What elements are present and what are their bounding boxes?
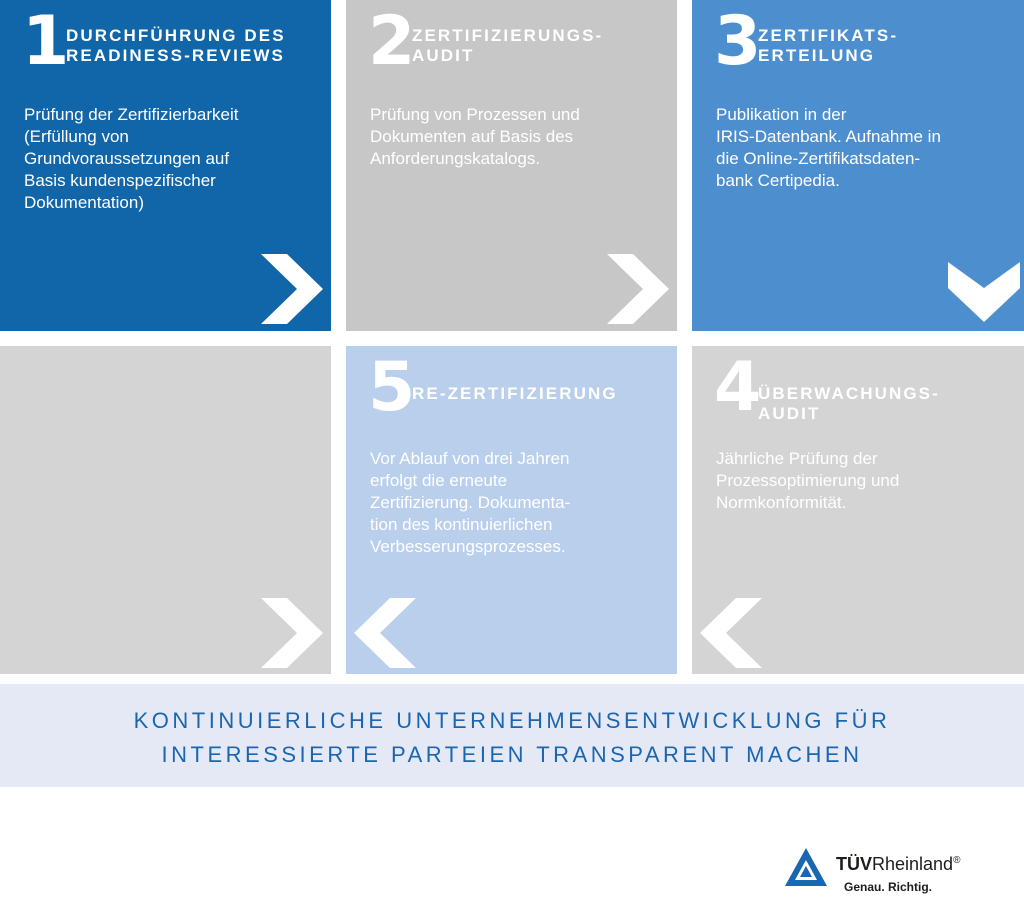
- step-1-tile: [0, 0, 331, 331]
- step-number: 1: [22, 2, 68, 81]
- chevron-right-icon: [607, 254, 669, 324]
- step-title: RE-ZERTIFIZIERUNG: [412, 384, 618, 403]
- step-3-tile: [692, 0, 1024, 331]
- step-title: ZERTIFIKATS- ERTEILUNG: [758, 26, 899, 65]
- logo-brand: TÜVRheinland®: [836, 854, 961, 874]
- chevron-right-icon: [261, 598, 323, 668]
- step-number: 5: [368, 348, 414, 427]
- step-description: Jährliche Prüfung der Prozessoptimierung und Normkonformität.: [716, 449, 900, 512]
- step-title: DURCHFÜHRUNG DES READINESS-REVIEWS: [66, 26, 286, 65]
- step-description: Prüfung von Prozessen und Dokumenten auf Basis des Anforderungskatalogs.: [370, 105, 580, 168]
- chevron-right-icon: [261, 254, 323, 324]
- logo-slogan: Genau. Richtig.: [844, 880, 933, 894]
- step-5-tile: [346, 346, 677, 674]
- step-2-tile: [346, 0, 677, 331]
- chevron-down-icon: [948, 262, 1020, 322]
- chevron-left-icon: [700, 598, 762, 668]
- tuv-rheinland-logo: [784, 846, 1020, 902]
- step-number: 2: [368, 2, 414, 81]
- banner-line-2: INTERESSIERTE PARTEIEN TRANSPARENT MACHEN: [161, 742, 863, 767]
- empty-tile: [0, 346, 331, 674]
- chevron-left-icon: [354, 598, 416, 668]
- summary-banner: [0, 684, 1024, 787]
- step-description: Prüfung der Zertifizierbarkeit (Erfüllung von Grundvoraussetzungen auf Basis kundenspezifischer Dokumentation): [24, 105, 239, 212]
- step-title: ÜBERWACHUNGS- AUDIT: [758, 384, 940, 423]
- step-number: 4: [714, 348, 760, 427]
- step-description: Vor Ablauf von drei Jahren erfolgt die erneute Zertifizierung. Dokumenta- tion des kontinuierlichen Verbesserungsprozesses.: [370, 449, 571, 556]
- step-description: Publikation in der IRIS-Datenbank. Aufnahme in die Online-Zertifikatsdaten- bank Certipedia.: [716, 105, 941, 190]
- banner-line-1: KONTINUIERLICHE UNTERNEHMENSENTWICKLUNG FÜR: [133, 708, 891, 733]
- step-4-tile: [692, 346, 1024, 674]
- step-title: ZERTIFIZIERUNGS- AUDIT: [412, 26, 604, 65]
- step-number: 3: [714, 2, 760, 81]
- tuv-triangle-icon: [784, 846, 828, 888]
